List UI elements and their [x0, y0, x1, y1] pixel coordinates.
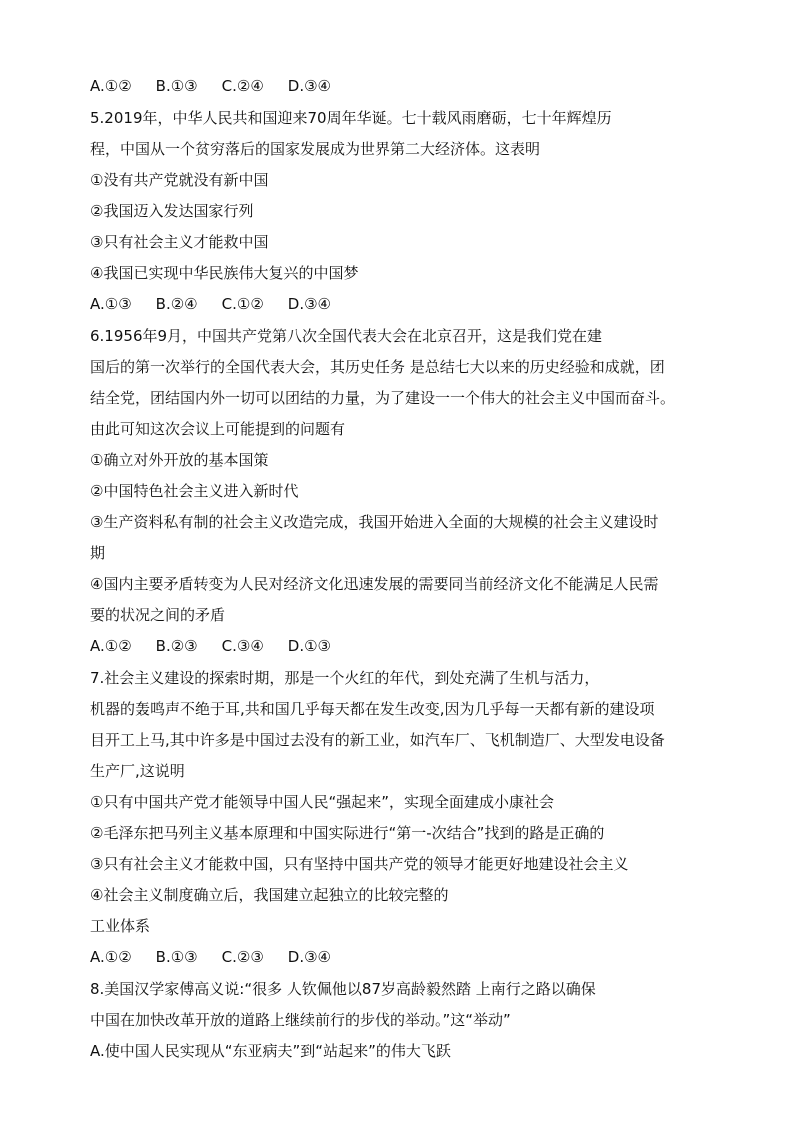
q6-item-1: ①确立对外开放的基本国策: [90, 451, 269, 469]
option-d: D.①③: [287, 637, 331, 655]
q7-item-4-cont: 工业体系: [90, 917, 151, 935]
q5-stem-line-1: 5.2019年，中华人民共和国迎来70周年华诞。七十载风雨磨砺，七十年辉煌历: [90, 109, 612, 127]
q5-stem-line-2: 程，中国从一个贫穷落后的国家发展成为世界第二大经济体。这表明: [90, 140, 541, 158]
option-b: B.②④: [155, 295, 198, 313]
option-d: D.③④: [287, 948, 331, 966]
q6-stem-line-1: 6.1956年9月，中国共产党第八次全国代表大会在北京召开，这是我们党在建: [90, 327, 603, 345]
q5-item-4: ④我国已实现中华民族伟大复兴的中国梦: [90, 264, 359, 282]
q7-stem-line-1: 7.社会主义建设的探索时期，那是一个火红的年代，到处充满了生机与活力，: [90, 669, 600, 687]
q5-item-1: ①没有共产党就没有新中国: [90, 171, 269, 189]
option-c: C.②④: [221, 77, 264, 95]
q7-item-4: ④社会主义制度确立后，我国建立起独立的比较完整的: [90, 886, 449, 904]
q7-stem-line-4: 生产厂,这说明: [90, 762, 185, 780]
q6-item-4-cont: 要的状况之间的矛盾: [90, 606, 226, 624]
q5-item-3: ③只有社会主义才能救中国: [90, 233, 269, 251]
q5-options: [90, 294, 331, 314]
option-a: A.①③: [90, 295, 132, 313]
q6-item-3: ③生产资料私有制的社会主义改造完成，我国开始进入全面的大规模的社会主义建设时: [90, 513, 659, 531]
option-a: A.①②: [90, 637, 132, 655]
option-c: C.①②: [221, 295, 264, 313]
q8-option-a: A.使中国人民实现从“东亚病夫”到“站起来”的伟大飞跃: [90, 1042, 451, 1060]
q7-item-3: ③只有社会主义才能救中国，只有坚持中国共产党的领导才能更好地建设社会主义: [90, 855, 629, 873]
q6-item-2: ②中国特色社会主义进入新时代: [90, 482, 299, 500]
q6-item-4: ④国内主要矛盾转变为人民对经济文化迅速发展的需要同当前经济文化不能满足人民需: [90, 575, 659, 593]
q7-item-2: ②毛泽东把马列主义基本原理和中国实际进行“第一-次结合”找到的路是正确的: [90, 824, 605, 842]
option-a: A.①②: [90, 77, 132, 95]
option-c: C.②③: [221, 948, 264, 966]
option-c: C.③④: [221, 637, 264, 655]
option-b: B.②③: [155, 637, 198, 655]
q6-stem-line-2: 国后的第一次举行的全国代表大会，其历史任务 是总结七大以来的历史经验和成就，团: [90, 358, 665, 376]
q6-options: [90, 636, 331, 656]
q5-item-2: ②我国迈入发达国家行列: [90, 202, 254, 220]
q6-stem-line-4: 由此可知这次会议上可能提到的问题有: [90, 420, 346, 438]
q7-stem-line-2: 机器的轰鸣声不绝于耳,共和国几乎每天都在发生改变,因为几乎每一天都有新的建设项: [90, 700, 655, 718]
q8-stem-line-1: 8.美国汉学家傅高义说:“很多 人钦佩他以87岁高龄毅然踏 上南行之路以确保: [90, 980, 596, 998]
option-a: A.①②: [90, 948, 132, 966]
option-d: D.③④: [287, 77, 331, 95]
q4-options: [90, 76, 331, 96]
q7-stem-line-3: 目开工上马,其中许多是中国过去没有的新工业，如汽车厂、飞机制造厂、大型发电设备: [90, 731, 665, 749]
option-d: D.③④: [287, 295, 331, 313]
q6-item-3-cont: 期: [90, 544, 106, 562]
q6-stem-line-3: 结全党，团结国内外一切可以团结的力量，为了建设一一个伟大的社会主义中国而奋斗。: [90, 389, 676, 407]
q8-stem-line-2: 中国在加快改革开放的道路上继续前行的步伐的举动。”这“举动”: [90, 1011, 511, 1029]
q7-options: [90, 947, 331, 967]
option-b: B.①③: [155, 77, 198, 95]
option-b: B.①③: [155, 948, 198, 966]
q7-item-1: ①只有中国共产党才能领导中国人民“强起来”，实现全面建成小康社会: [90, 793, 554, 811]
